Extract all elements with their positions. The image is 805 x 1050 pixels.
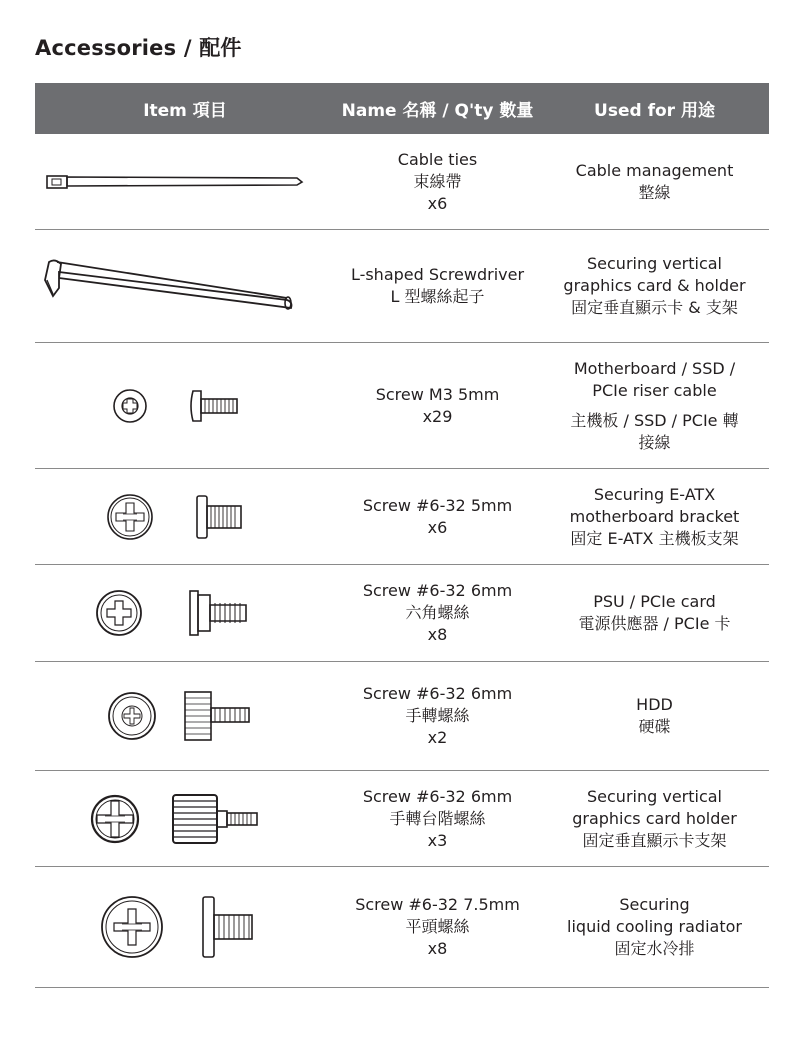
item-qty: x8 — [427, 939, 448, 958]
item-use: Securing E-ATX — [593, 484, 716, 504]
table-header — [35, 83, 769, 134]
item-use: graphics card holder — [572, 808, 737, 828]
table-row — [35, 230, 769, 343]
screw-m3-icon — [35, 343, 335, 468]
table-row — [35, 771, 769, 867]
item-use-zh: 整線 — [638, 182, 671, 202]
item-use: motherboard bracket — [569, 506, 740, 526]
table-row — [35, 662, 769, 771]
item-name: Screw #6-32 6mm — [362, 786, 513, 806]
item-name: Cable ties — [397, 149, 478, 169]
item-name: Screw #6-32 5mm — [362, 495, 513, 515]
accessories-table — [35, 83, 769, 988]
item-name-zh: 平頭螺絲 — [405, 917, 470, 936]
header-used: Used for 用途 — [594, 101, 715, 121]
item-use-zh: 硬碟 — [638, 717, 671, 736]
table-row — [35, 343, 769, 469]
item-use: Motherboard / SSD / — [573, 358, 736, 378]
item-name: Screw #6-32 6mm — [362, 581, 513, 600]
item-qty: x29 — [422, 406, 453, 426]
page-title: Accessories / 配件 — [35, 36, 242, 60]
thumb-screw-icon — [35, 662, 335, 770]
item-use-zh: 電源供應器 / PCIe 卡 — [578, 614, 731, 633]
item-name: Screw M3 5mm — [375, 384, 500, 404]
item-use-zh: 固定 E-ATX 主機板支架 — [570, 528, 739, 548]
item-use: liquid cooling radiator — [567, 917, 742, 936]
table-row — [35, 469, 769, 565]
item-use: PSU / PCIe card — [593, 592, 716, 611]
item-use-zh: 主機板 / SSD / PCIe 轉 — [570, 410, 739, 430]
item-name: Screw #6-32 6mm — [362, 684, 513, 703]
screw-632-5mm-icon — [35, 469, 335, 564]
item-name: Screw #6-32 7.5mm — [355, 895, 520, 914]
table-row — [35, 134, 769, 230]
item-use: Securing vertical — [587, 254, 722, 273]
cable-tie-icon — [35, 134, 335, 229]
item-use-zh: 固定水冷排 — [614, 939, 695, 958]
stepped-thumb-screw-icon — [35, 771, 335, 866]
table-row — [35, 867, 769, 988]
item-name-zh: 束線帶 — [413, 171, 462, 191]
item-use: graphics card & holder — [563, 276, 746, 295]
table-row — [35, 565, 769, 662]
item-qty: x6 — [427, 193, 448, 213]
item-use-zh: 固定垂直顯示卡 & 支架 — [571, 298, 738, 317]
hex-screw-icon — [35, 565, 335, 661]
item-name-zh: L 型螺絲起子 — [390, 287, 485, 306]
item-use: HDD — [636, 695, 673, 714]
item-qty: x8 — [427, 625, 448, 644]
item-use-zh: 接線 — [638, 432, 671, 452]
item-name-zh: 六角螺絲 — [405, 603, 470, 622]
item-use-zh: 固定垂直顯示卡支架 — [582, 830, 727, 850]
item-use: Securing — [619, 895, 690, 914]
item-qty: x3 — [427, 830, 448, 850]
item-name-zh: 手轉螺絲 — [405, 706, 470, 725]
item-name-zh: 手轉台階螺絲 — [389, 808, 486, 828]
header-item: Item 項目 — [143, 101, 227, 121]
item-use: Cable management — [575, 160, 734, 180]
item-qty: x2 — [427, 728, 448, 747]
l-screwdriver-icon — [35, 230, 335, 342]
item-qty: x6 — [427, 517, 448, 537]
item-name: L-shaped Screwdriver — [350, 265, 525, 284]
item-use: PCIe riser cable — [592, 380, 717, 400]
item-use: Securing vertical — [587, 786, 722, 806]
header-name: Name 名稱 / Q'ty 數量 — [341, 101, 534, 121]
flat-head-screw-icon — [35, 867, 335, 987]
